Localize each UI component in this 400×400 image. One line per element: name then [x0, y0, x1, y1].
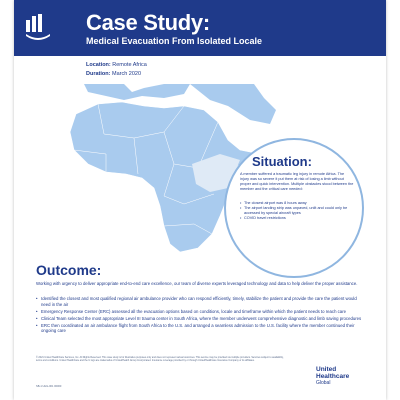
duration-value: March 2020: [111, 71, 142, 77]
list-item: • Emergency Response Center (ERC) assessed all the evacuation options based on conditions, locale and timeframe within which the patient needs to reach care: [36, 309, 366, 315]
list-item: • Clinical Team selected the most appropriate Level III trauma center in South Africa, where the member underwent comprehensive diagnostic and limb saving procedures: [36, 316, 366, 322]
situation-body: A member suffered a traumatic leg injury in remote Africa. The injury was so severe it put them at risk of losing a limb without proper and quick intervention. Multiple obstacles stood between the member and the critical care needed:: [240, 172, 354, 191]
list-item: • COVID travel restrictions: [240, 216, 352, 221]
list-item: • Identified the closest and most qualified regional air ambulance provider who can respond efficiently, timely, stabilize the patient and provide the care the patient would need in the air: [36, 296, 366, 307]
location-label: Location:: [86, 62, 111, 68]
situation-list: [240, 201, 352, 221]
brand-line: Global: [316, 380, 331, 386]
header-banner: [14, 0, 386, 56]
europe-shape: [84, 84, 190, 100]
outcome-list: [36, 296, 366, 336]
uhc-arc-logo-icon: [26, 14, 50, 40]
duration-label: Duration:: [86, 71, 111, 77]
location-line: [86, 62, 147, 68]
legal-disclaimer: © 2021 United HealthCare Services, Inc. All Rights Reserved. This case study is for illustrative purposes only and does not represent actual outcomes. This service may be provided via multiple providers. Services subject to availability, terms and conditions. United HealthCare and the U logo are trademarks of UnitedHealth Group Incorporated. Insurance coverage provided by or through UnitedHealthcare Insurance Company or its affiliates.: [36, 356, 284, 363]
brand-line: Healthcare: [316, 373, 350, 380]
case-study-page: [14, 0, 386, 400]
document-code: SB-1 UHG-001 00000: [36, 385, 62, 388]
list-item: • The airport landing strip was unpaved, unlit and could only be accessed by special aircraft types: [240, 206, 352, 216]
page-subtitle: Medical Evacuation From Isolated Locale: [86, 36, 263, 46]
outcome-title: Outcome:: [36, 262, 102, 278]
list-item: • The closest airport was 8 hours away: [240, 201, 352, 206]
brand-line: United: [316, 366, 337, 373]
brand-logo: [316, 366, 349, 387]
situation-callout: [224, 138, 364, 278]
outcome-intro: Working with urgency to deliver appropriate end-to-end care excellence, our team of diverse experts leveraged technology and data to help deliver the proper assistance.: [36, 281, 358, 286]
duration-line: [86, 71, 141, 77]
page-title: Case Study:: [86, 10, 210, 35]
list-item: • ERC then coordinated an air ambulance flight from South Africa to the U.S. and arranged a seamless admission to the U.S. facility where the member continued their ongoing care: [36, 323, 366, 334]
situation-title: Situation:: [252, 154, 312, 169]
location-value: Remote Africa: [112, 62, 147, 68]
